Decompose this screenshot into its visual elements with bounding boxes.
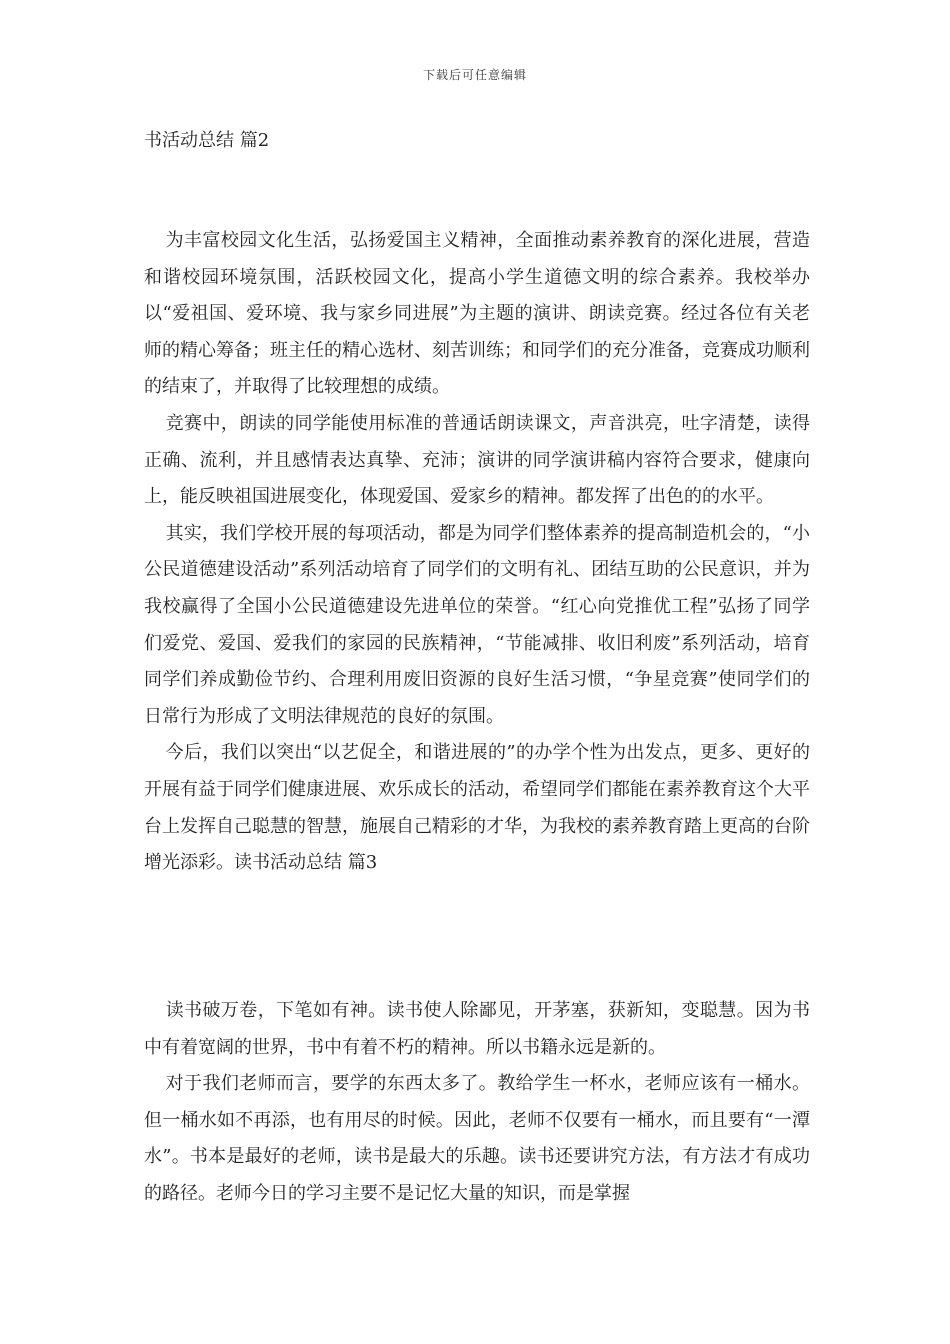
text-section-1 — [144, 223, 810, 882]
text-section-2 — [144, 993, 810, 1213]
paragraph: 其实，我们学校开展的每项活动，都是为同学们整体素养的提高制造机会的，“小公民道德建设活动”系列活动培育了同学们的文明有礼、团结互助的公民意识，并为我校赢得了全国小公民道德建设先进单位的荣誉。“红心向党推优工程”弘扬了同学们爱党、爱国、爱我们的家园的民族精神，“节能减排、收旧利废”系列活动，培育同学们养成勤俭节约、合理利用废旧资源的良好生活习惯，“争星竞赛”使同学们的日常行为形成了文明法律规范的良好的氛围。 — [144, 522, 810, 727]
paragraph: 今后，我们以突出“以艺促全，和谐进展的”的办学个性为出发点，更多、更好的开展有益于同学们健康进展、欢乐成长的活动，希望同学们都能在素养教育这个大平台上发挥自己聪慧的智慧，施展自己精彩的才华，为我校的素养教育踏上更高的台阶增光添彩。读书活动总结 篇3 — [144, 742, 810, 874]
paragraph: 竞赛中，朗读的同学能使用标准的普通话朗读课文，声音洪亮，吐字清楚，读得正确、流利，并且感情表达真挚、充沛；演讲的同学演讲稿内容符合要求，健康向上，能反映祖国进展变化，体现爱国、爱家乡的精神。都发挥了出色的的水平。 — [144, 412, 810, 508]
paragraph: 为丰富校园文化生活，弘扬爱国主义精神，全面推动素养教育的深化进展，营造和谐校园环境氛围，活跃校园文化，提高小学生道德文明的综合素养。我校举办以“爱祖国、爱环境、我与家乡同进展”为主题的演讲、朗读竞赛。经过各位有关老师的精心筹备；班主任的精心选材、刻苦训练；和同学们的充分准备，竞赛成功顺利的结束了，并取得了比较理想的成绩。 — [144, 230, 810, 398]
paragraph: 对于我们老师而言，要学的东西太多了。教给学生一杯水，老师应该有一桶水。但一桶水如不再添，也有用尽的时候。因此，老师不仅要有一桶水，而且要有“一潭水”。书本是最好的老师，读书是最大的乐趣。读书还要讲究方法，有方法才有成功的路径。老师今日的学习主要不是记忆大量的知识，而是掌握 — [144, 1073, 810, 1204]
page-title: 书活动总结 篇2 — [144, 130, 270, 151]
paragraph: 读书破万卷，下笔如有神。读书使人除鄙见，开茅塞，获新知，变聪慧。因为书中有着宽阔的世界，书中有着不朽的精神。所以书籍永远是新的。 — [144, 1000, 810, 1058]
page-header-note: 下载后可任意编辑 — [422, 68, 527, 82]
